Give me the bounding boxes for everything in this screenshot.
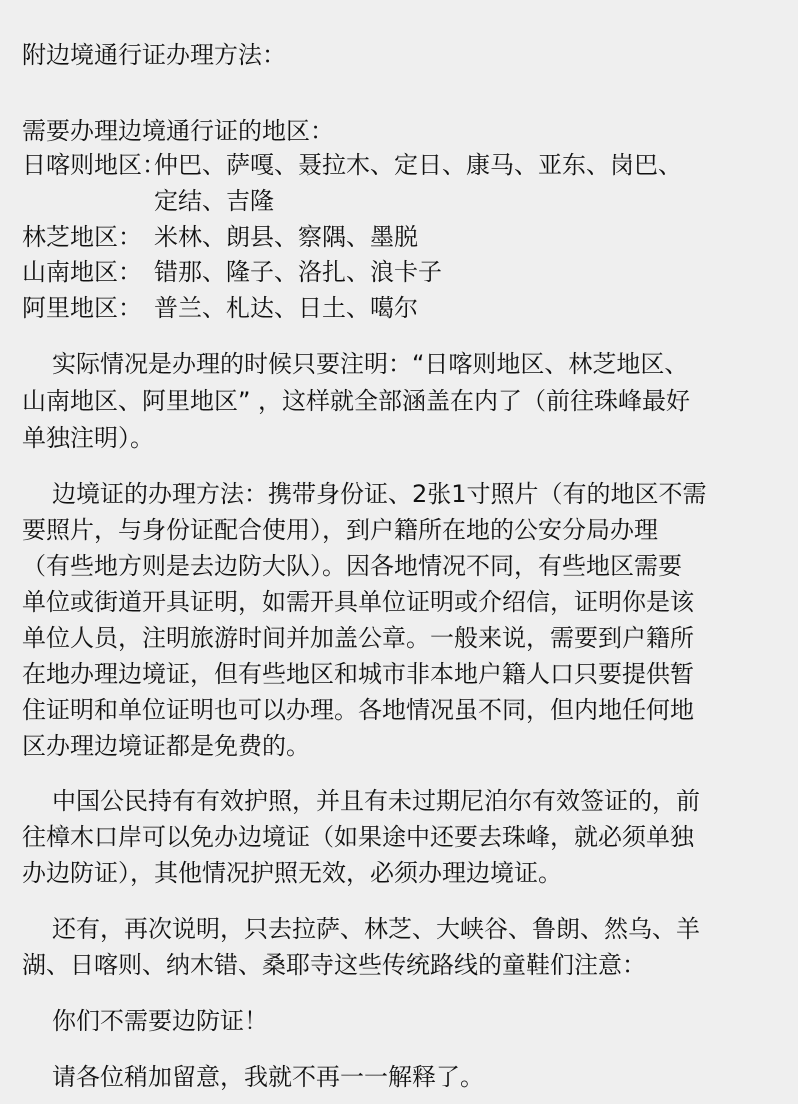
paragraph-3-line: 办边防证），其他情况护照无效，必须办理边境证。: [22, 859, 562, 887]
paragraph-5-line: 你们不需要边防证！: [52, 1007, 268, 1035]
region-label: 日喀则地区：: [22, 151, 166, 179]
paragraph-1-line: 单独注明）。: [22, 424, 154, 452]
paragraph-2-line: 区办理边境证都是免费的。: [22, 732, 310, 760]
document-title: 附边境通行证办理方法：: [22, 41, 286, 69]
region-places: 仲巴、萨嘎、聂拉木、定日、康马、亚东、岗巴、: [154, 151, 682, 179]
region-row-shannan: [22, 254, 442, 290]
paragraph-2-line: 边境证的办理方法：携带身份证、2张1寸照片（有的地区不需: [52, 480, 707, 508]
paragraph-2-line: 单位或街道开具证明，如需开具单位证明或介绍信，证明你是该: [22, 588, 694, 616]
region-places: 米林、朗县、察隅、墨脱: [154, 223, 418, 251]
paragraph-2-line: （有些地方则是去边防大队）。因各地情况不同，有些地区需要: [22, 552, 682, 580]
paragraph-2-line: 要照片，与身份证配合使用），到户籍所在地的公安分局办理: [22, 516, 658, 544]
region-row-nyingchi: [22, 219, 418, 255]
paragraph-3-line: 往樟木口岸可以免办边境证（如果途中还要去珠峰，就必须单独: [22, 823, 694, 851]
regions-heading: 需要办理边境通行证的地区：: [22, 117, 334, 145]
region-places: 错那、隆子、洛扎、浪卡子: [154, 258, 442, 286]
paragraph-2-line: 单位人员，注明旅游时间并加盖公章。一般来说，需要到户籍所: [22, 624, 694, 652]
region-label: 山南地区：: [22, 258, 142, 286]
paragraph-4-line: 湖、日喀则、纳木错、桑耶寺这些传统路线的童鞋们注意：: [22, 951, 646, 979]
region-label: 林芝地区：: [22, 223, 142, 251]
region-row-ngari: [22, 290, 418, 326]
paragraph-2-line: 在地办理边境证，但有些地区和城市非本地户籍人口只要提供暂: [22, 660, 694, 688]
paragraph-6-line: 请各位稍加留意，我就不再一一解释了。: [52, 1063, 484, 1091]
paragraph-1-line: 山南地区、阿里地区” ，这样就全部涵盖在内了（前往珠峰最好: [22, 387, 691, 415]
region-row-shigatse: [22, 147, 682, 183]
paragraph-3-line: 中国公民持有有效护照，并且有未过期尼泊尔有效签证的，前: [52, 787, 700, 815]
paragraph-2-line: 住证明和单位证明也可以办理。各地情况虽不同，但内地任何地: [22, 696, 694, 724]
region-label: 阿里地区：: [22, 294, 142, 322]
region-places-continued: 定结、吉隆: [154, 187, 274, 215]
paragraph-4-line: 还有，再次说明，只去拉萨、林芝、大峡谷、鲁朗、然乌、羊: [52, 915, 700, 943]
region-places: 普兰、札达、日土、噶尔: [154, 294, 418, 322]
paragraph-1-line: 实际情况是办理的时候只要注明：“日喀则地区、林芝地区、: [52, 350, 689, 378]
